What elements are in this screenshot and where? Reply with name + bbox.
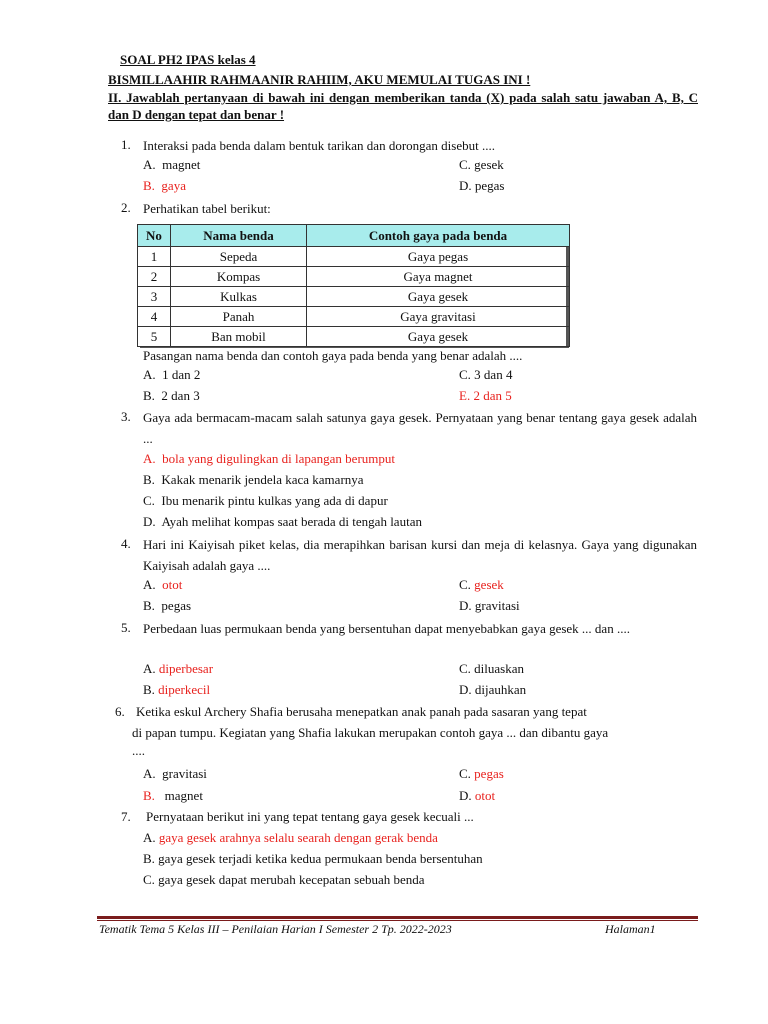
q6-option-d[interactable]: D. otot (459, 788, 496, 803)
q3-option-d[interactable]: D. Ayah melihat kompas saat berada di tengah lautan (143, 514, 422, 529)
q3-option-a[interactable]: A. bola yang digulingkan di lapangan berumput (143, 451, 396, 466)
q5-option-d[interactable]: D. dijauhkan (459, 682, 527, 697)
question-6-text-line1: Ketika eskul Archery Shafia berusaha menepatkan anak panah pada sasaran yang tepat (136, 704, 587, 719)
question-4-number: 4. (121, 536, 131, 551)
table-cell: 1 (138, 247, 171, 267)
table-cell: Sepeda (171, 247, 307, 267)
q6-option-a[interactable]: A. gravitasi (143, 766, 207, 781)
question-7-text: Pernyataan berikut ini yang tepat tentang gaya gesek kecuali ... (146, 809, 474, 824)
q4-option-a[interactable]: A. otot (143, 577, 183, 592)
question-2-followup: Pasangan nama benda dan contoh gaya pada benda yang benar adalah .... (143, 348, 523, 363)
question-3-number: 3. (121, 409, 131, 424)
footer-rule (97, 916, 698, 919)
question-6-text-line3: .... (132, 743, 145, 758)
q3-option-b[interactable]: B. Kakak menarik jendela kaca kamarnya (143, 472, 364, 487)
q1-option-d[interactable]: D. pegas (459, 178, 505, 193)
table-cell: Kompas (171, 267, 307, 287)
table-row (138, 307, 570, 327)
q4-option-d[interactable]: D. gravitasi (459, 598, 520, 613)
question-3-text: Gaya ada bermacam-macam salah satunya gaya gesek. Pernyataan yang benar tentang gaya gesek adalah ... (143, 410, 697, 446)
table-cell: Ban mobil (171, 327, 307, 347)
q4-option-b[interactable]: B. pegas (143, 598, 192, 613)
q1-option-a[interactable]: A. magnet (143, 157, 201, 172)
question-4-text: Hari ini Kaiyisah piket kelas, dia merapihkan barisan kursi dan meja di kelasnya. Gaya yang digunakan Kaiyisah adalah gaya .... (143, 537, 697, 573)
question-6-text-line2: di papan tumpu. Kegiatan yang Shafia lakukan merupakan contoh gaya ... dan dibantu gaya (132, 725, 609, 740)
table-header: Contoh gaya pada benda (307, 225, 570, 247)
question-2-text: Perhatikan tabel berikut: (143, 201, 271, 216)
table-cell: 4 (138, 307, 171, 327)
table-cell: Gaya gesek (307, 287, 570, 307)
worksheet-title: SOAL PH2 IPAS kelas 4 (120, 52, 256, 67)
question-5-text: Perbedaan luas permukaan benda yang bersentuhan dapat menyebabkan gaya gesek ... dan .... (143, 621, 630, 636)
q5-option-b[interactable]: B. diperkecil (143, 682, 211, 697)
table-row (138, 287, 570, 307)
question-2-number: 2. (121, 200, 131, 215)
footer-rule (97, 920, 698, 921)
q4-option-c[interactable]: C. gesek (459, 577, 504, 592)
q7-option-a[interactable]: A. gaya gesek arahnya selalu searah dengan gerak benda (143, 830, 438, 845)
table-cell: 2 (138, 267, 171, 287)
question-5-number: 5. (121, 620, 131, 635)
question-6-number: 6. (115, 704, 125, 719)
q2-option-c[interactable]: C. 3 dan 4 (459, 367, 513, 382)
table-cell: Gaya pegas (307, 247, 570, 267)
q2-option-b[interactable]: B. 2 dan 3 (143, 388, 200, 403)
opening-line: BISMILLAAHIR RAHMAANIR RAHIIM, AKU MEMULAI TUGAS INI ! (108, 72, 531, 87)
footer-text: Tematik Tema 5 Kelas III – Penilaian Harian I Semester 2 Tp. 2022-2023 (99, 922, 452, 936)
instruction: II. Jawablah pertanyaan di bawah ini dengan memberikan tanda (X) pada salah satu jawaban A, B, C dan D dengan tepat dan benar ! (108, 90, 698, 122)
table-cell: Kulkas (171, 287, 307, 307)
table-row (138, 267, 570, 287)
q1-option-c[interactable]: C. gesek (459, 157, 504, 172)
q2-option-a[interactable]: A. 1 dan 2 (143, 367, 201, 382)
table-row (138, 327, 570, 347)
q1-option-b[interactable]: B. gaya (143, 178, 186, 193)
table-header: No (138, 225, 171, 247)
q5-option-a[interactable]: A. diperbesar (143, 661, 214, 676)
q7-option-b[interactable]: B. gaya gesek terjadi ketika kedua permukaan benda bersentuhan (143, 851, 483, 866)
table-cell: Panah (171, 307, 307, 327)
question-7-number: 7. (121, 809, 131, 824)
question-1-number: 1. (121, 137, 131, 152)
table-cell: Gaya gesek (307, 327, 570, 347)
page-number: Halaman1 (605, 922, 656, 936)
table-cell: Gaya magnet (307, 267, 570, 287)
q6-option-b[interactable]: B. magnet (143, 788, 203, 803)
table-cell: 3 (138, 287, 171, 307)
question-1-text: Interaksi pada benda dalam bentuk tarikan dan dorongan disebut .... (143, 138, 495, 153)
q2-option-e[interactable]: E. 2 dan 5 (459, 388, 512, 403)
q6-option-c[interactable]: C. pegas (459, 766, 504, 781)
table-row (138, 247, 570, 267)
q3-option-c[interactable]: C. Ibu menarik pintu kulkas yang ada di dapur (143, 493, 388, 508)
table-cell: 5 (138, 327, 171, 347)
q7-option-c[interactable]: C. gaya gesek dapat merubah kecepatan sebuah benda (143, 872, 425, 887)
table-header: Nama benda (171, 225, 307, 247)
q5-option-c[interactable]: C. diluaskan (459, 661, 524, 676)
table-header-row (138, 225, 570, 247)
force-table (137, 224, 570, 347)
table-cell: Gaya gravitasi (307, 307, 570, 327)
